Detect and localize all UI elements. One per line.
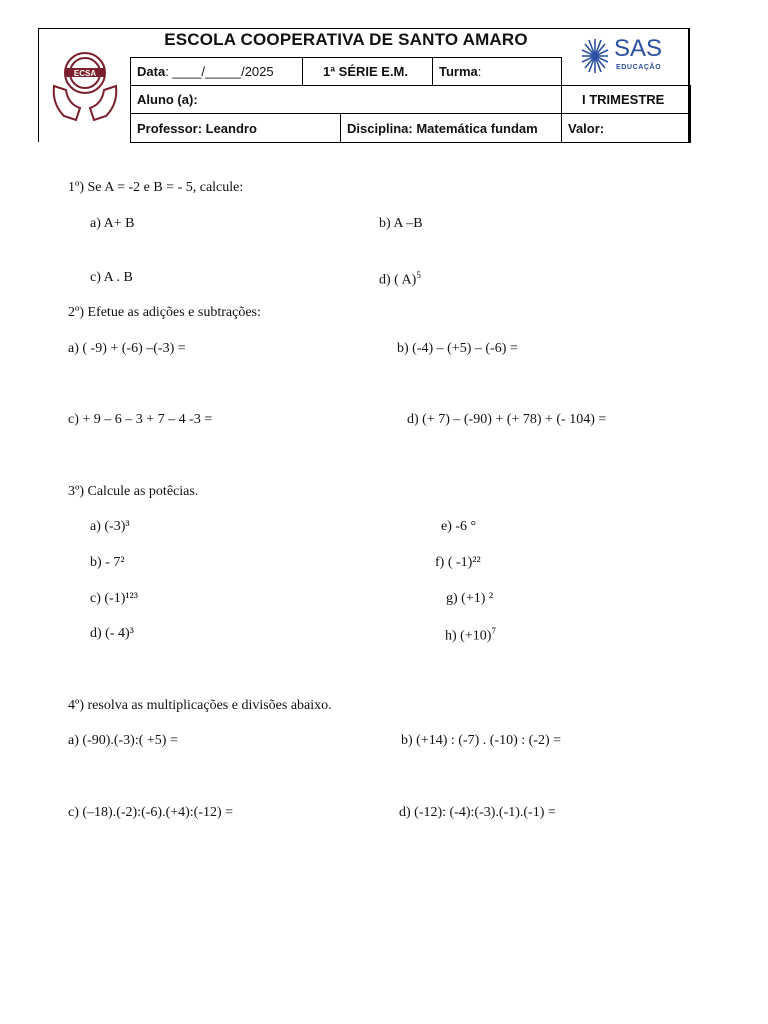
class-label: Turma [439, 64, 478, 79]
class-field[interactable] [432, 57, 562, 86]
q1-item-c: c) A . B [90, 270, 133, 285]
q3-item-b: b) - 7² [90, 555, 125, 570]
school-logo-text: ECSA [73, 69, 97, 78]
school-name: ESCOLA COOPERATIVA DE SANTO AMARO [164, 30, 528, 49]
class-value: : [477, 64, 482, 79]
q1-item-d-exponent: 5 [416, 270, 421, 280]
q1-item-d [379, 270, 421, 289]
date-field[interactable] [130, 57, 303, 86]
q3-item-h-exponent: 7 [491, 626, 496, 636]
q3-item-h-base: h) (+10) [445, 628, 492, 644]
teacher-label: Professor: Leandro [130, 113, 341, 143]
date-label: Data [137, 64, 166, 79]
q3-item-g: g) (+1) ² [446, 591, 494, 606]
q4-item-c: c) (–18).(-2):(-6).(+4):(-12) = [68, 805, 234, 820]
subject-label: Disciplina: Matemática fundam [340, 113, 562, 143]
date-value: : ____/_____/2025 [165, 64, 274, 79]
q1-item-a: a) A+ B [90, 216, 135, 231]
q3-item-e: e) -6 ° [441, 519, 477, 534]
q1-item-d-base: d) ( A) [379, 272, 417, 288]
value-field[interactable]: Valor: [561, 113, 691, 143]
q3-prompt: 3º) Calcule as potêcias. [68, 484, 199, 499]
q2-item-d: d) (+ 7) – (-90) + (+ 78) + (- 104) = [407, 412, 607, 427]
sas-logo-sub: EDUCAÇÃO [616, 64, 662, 71]
sas-logo [580, 36, 676, 78]
q4-item-d: d) (-12): (-4):(-3).(-1).(-1) = [399, 805, 556, 820]
header-left-border [38, 28, 39, 142]
q3-item-c: c) (-1)¹²³ [90, 591, 138, 606]
q4-item-b: b) (+14) : (-7) . (-10) : (-2) = [401, 733, 562, 748]
q1-prompt: 1º) Se A = -2 e B = - 5, calcule: [68, 180, 244, 195]
series-label: 1ª SÉRIE E.M. [302, 57, 433, 86]
term-label: I TRIMESTRE [561, 85, 691, 114]
q2-prompt: 2º) Efetue as adições e subtrações: [68, 305, 261, 320]
q2-item-a: a) ( -9) + (-6) –(-3) = [68, 341, 186, 356]
q2-item-b: b) (-4) – (+5) – (-6) = [397, 341, 518, 356]
q4-prompt: 4º) resolva as multiplicações e divisões abaixo. [68, 698, 332, 713]
student-field[interactable]: Aluno (a): [130, 85, 562, 114]
q4-item-a: a) (-90).(-3):( +5) = [68, 733, 178, 748]
q3-item-d: d) (- 4)³ [90, 626, 134, 641]
q1-item-b: b) A –B [379, 216, 423, 231]
sunburst-icon [580, 36, 610, 76]
school-logo-icon [46, 46, 124, 124]
q3-item-f: f) ( -1)²² [435, 555, 481, 570]
q3-item-h [445, 626, 496, 645]
q3-item-a: a) (-3)³ [90, 519, 130, 534]
q2-item-c: c) + 9 – 6 – 3 + 7 – 4 -3 = [68, 412, 213, 427]
sas-logo-name: SAS [614, 35, 663, 62]
